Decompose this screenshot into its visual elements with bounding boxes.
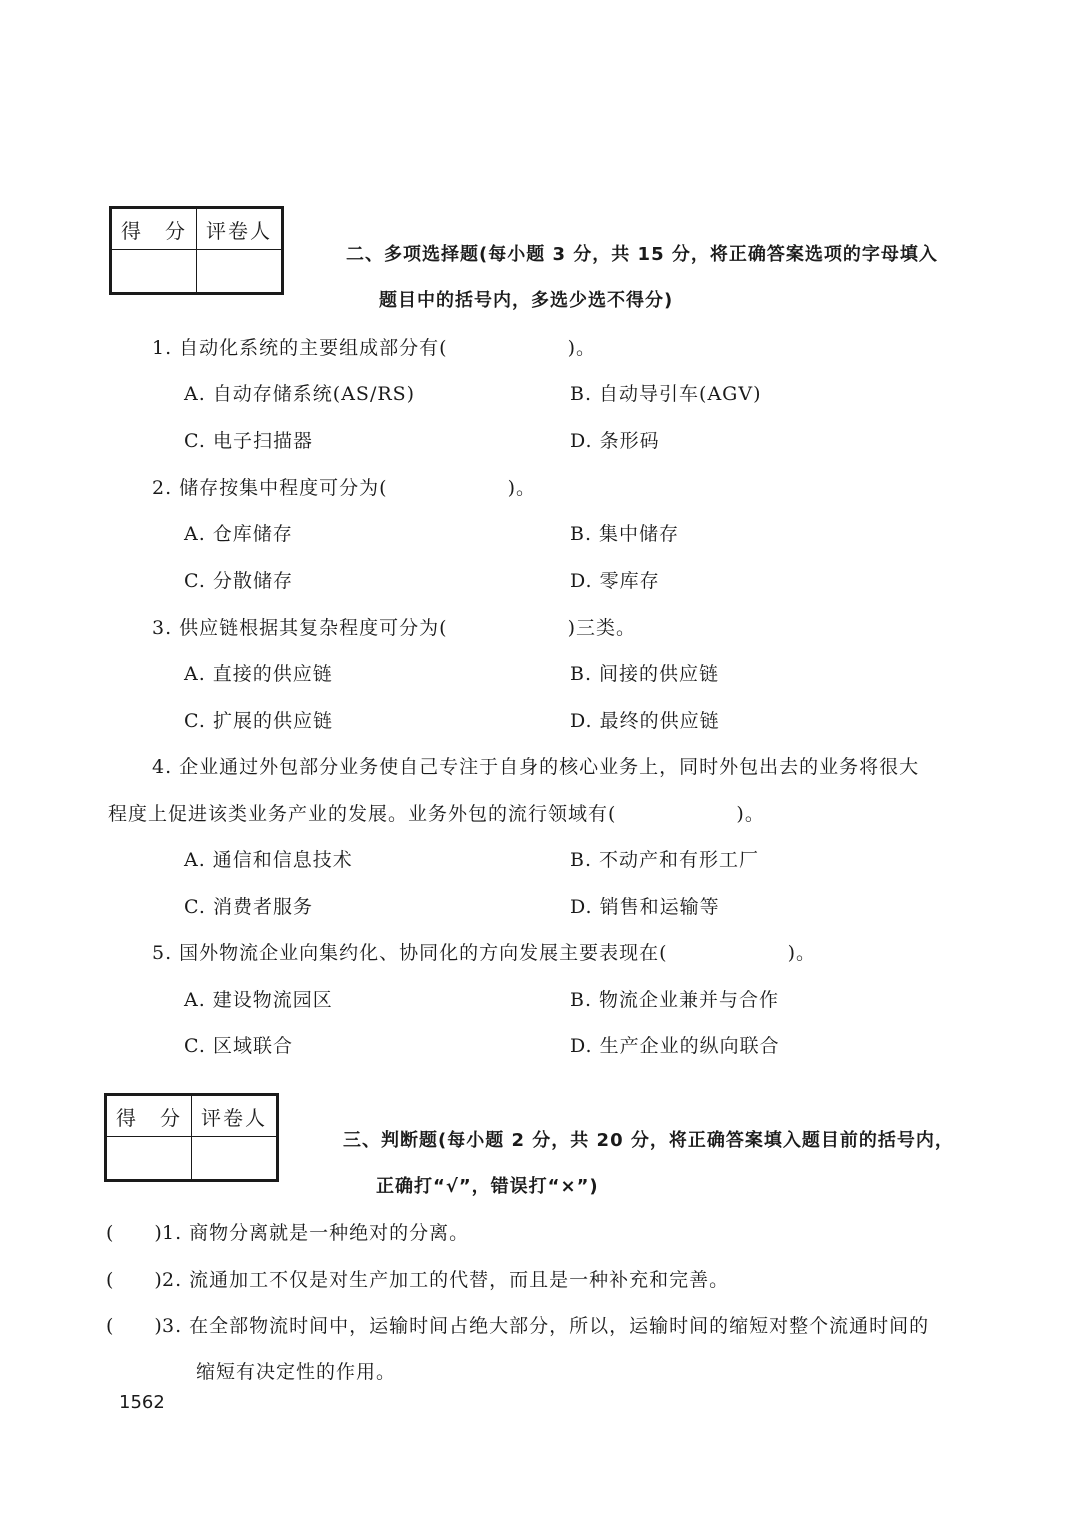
section2-title-line1: 二、多项选择题(每小题 3 分，共 15 分，将正确答案选项的字母填入 [346, 244, 938, 265]
question-3-option-a: A. 直接的供应链 [184, 663, 333, 685]
tf-item-3-text: 3. 在全部物流时间中，运输时间占绝大部分，所以，运输时间的缩短对整个流通时间的 [162, 1315, 930, 1337]
score-box-section2 [109, 206, 284, 295]
question-5-option-a: A. 建设物流园区 [184, 989, 333, 1011]
question-2-option-c: C. 分散储存 [184, 570, 293, 592]
question-1-option-a: A. 自动存储系统(AS/RS) [184, 383, 416, 405]
score-label: 得 分 [107, 1096, 192, 1137]
score-box-section3 [104, 1093, 279, 1182]
question-4-option-c: C. 消费者服务 [184, 896, 313, 918]
question-2-option-d: D. 零库存 [570, 570, 660, 592]
question-3-option-b: B. 间接的供应链 [570, 663, 720, 685]
section2-title-line2: 题目中的括号内，多选少选不得分) [379, 290, 674, 311]
section3-title-line2: 正确打“√”，错误打“×”) [376, 1176, 599, 1197]
question-2-option-b: B. 集中储存 [570, 523, 680, 545]
question-3-option-c: C. 扩展的供应链 [184, 710, 333, 732]
question-3-option-d: D. 最终的供应链 [570, 710, 720, 732]
tf-item-3-paren[interactable]: ( ) [106, 1315, 163, 1337]
question-4-option-a: A. 通信和信息技术 [184, 849, 353, 871]
question-4-stem-line2: 程度上促进该类业务产业的发展。业务外包的流行领域有( )。 [108, 803, 765, 825]
question-2-stem: 2. 储存按集中程度可分为( )。 [152, 477, 536, 499]
tf-item-2-paren[interactable]: ( ) [106, 1269, 163, 1291]
tf-item-1-paren[interactable]: ( ) [106, 1222, 163, 1244]
question-3-stem: 3. 供应链根据其复杂程度可分为( )三类。 [152, 617, 636, 639]
tf-item-2-text: 2. 流通加工不仅是对生产加工的代替，而且是一种补充和完善。 [162, 1269, 730, 1291]
question-2-option-a: A. 仓库储存 [184, 523, 293, 545]
tf-item-3-text-line2: 缩短有决定性的作用。 [196, 1361, 397, 1383]
page-number: 1562 [119, 1392, 165, 1413]
question-1-stem: 1. 自动化系统的主要组成部分有( )。 [152, 337, 596, 359]
question-5-option-b: B. 物流企业兼并与合作 [570, 989, 780, 1011]
question-4-option-b: B. 不动产和有形工厂 [570, 849, 760, 871]
question-5-stem: 5. 国外物流企业向集约化、协同化的方向发展主要表现在( )。 [152, 942, 816, 964]
score-cell[interactable] [107, 1137, 192, 1180]
score-cell[interactable] [112, 250, 197, 293]
question-1-option-b: B. 自动导引车(AGV) [570, 383, 762, 405]
grader-cell[interactable] [197, 250, 282, 293]
question-1-option-d: D. 条形码 [570, 430, 660, 452]
section3-title-line1: 三、判断题(每小题 2 分，共 20 分，将正确答案填入题目前的括号内， [343, 1130, 954, 1151]
grader-cell[interactable] [192, 1137, 277, 1180]
score-label: 得 分 [112, 209, 197, 250]
tf-item-1-text: 1. 商物分离就是一种绝对的分离。 [162, 1222, 470, 1244]
question-5-option-c: C. 区域联合 [184, 1035, 293, 1057]
grader-label: 评卷人 [192, 1096, 277, 1137]
question-4-option-d: D. 销售和运输等 [570, 896, 720, 918]
grader-label: 评卷人 [197, 209, 282, 250]
question-5-option-d: D. 生产企业的纵向联合 [570, 1035, 780, 1057]
question-4-stem-line1: 4. 企业通过外包部分业务使自己专注于自身的核心业务上，同时外包出去的业务将很大 [152, 756, 920, 778]
question-1-option-c: C. 电子扫描器 [184, 430, 313, 452]
